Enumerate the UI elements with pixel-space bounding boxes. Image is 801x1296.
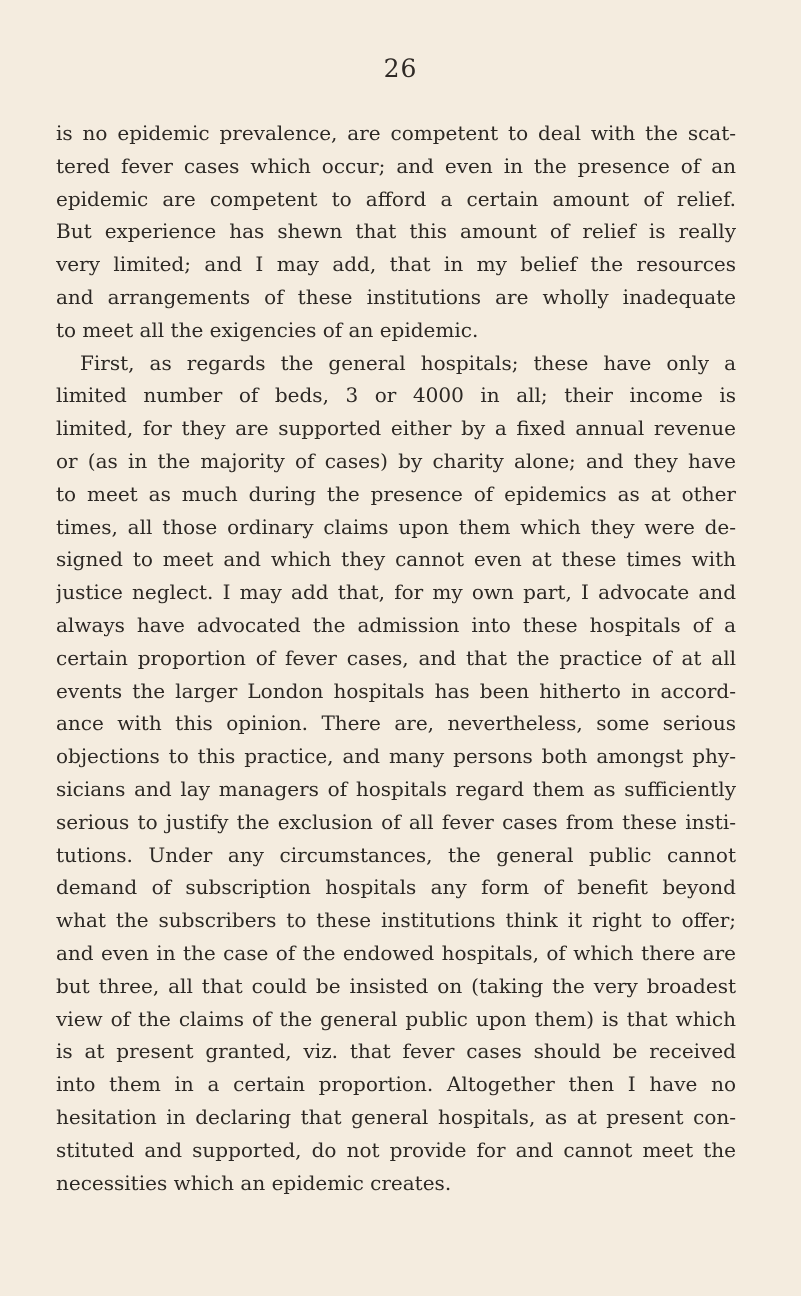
text-line: what the subscribers to these institutions think it right to offer; (56, 908, 736, 933)
text-line: but three, all that could be insisted on (taking the very broadest (56, 973, 736, 998)
text-line: and even in the case of the endowed hospitals, of which there are (56, 940, 736, 965)
text-line: times, all those ordinary claims upon them which they were de- (56, 514, 736, 539)
text-line: serious to justify the exclusion of all fever cases from these insti- (56, 809, 736, 834)
text-line: ance with this opinion. There are, nevertheless, some serious (56, 711, 736, 736)
text-line: tutions. Under any circumstances, the general public cannot (56, 842, 736, 867)
text-line: into them in a certain proportion. Altogether then I have no (56, 1072, 736, 1097)
text-line: to meet as much during the presence of epidemics as at other (56, 481, 736, 506)
text-line: justice neglect. I may add that, for my own part, I advocate and (56, 580, 736, 605)
body-text (56, 117, 736, 1199)
text-line: events the larger London hospitals has been hitherto in accord- (56, 678, 736, 703)
text-line: limited, for they are supported either by a fixed annual revenue (56, 416, 736, 441)
text-line: very limited; and I may add, that in my belief the resources (56, 252, 736, 277)
text-line: limited number of beds, 3 or 4000 in all; their income is (56, 383, 736, 408)
text-line: But experience has shewn that this amount of relief is really (56, 219, 736, 244)
text-line: certain proportion of fever cases, and that the practice of at all (56, 645, 736, 670)
text-line: or (as in the majority of cases) by charity alone; and they have (56, 448, 736, 473)
text-line: is no epidemic prevalence, are competent to deal with the scat- (56, 121, 736, 145)
text-line: and arrangements of these institutions are wholly inadequate (56, 284, 736, 309)
text-line: signed to meet and which they cannot even at these times with (56, 547, 736, 572)
text-line: is at present granted, viz. that fever cases should be received (56, 1039, 736, 1064)
text-line: epidemic are competent to afford a certain amount of relief. (56, 186, 736, 211)
paragraph-start-line: First, as regards the general hospitals; these have only a (80, 350, 736, 375)
text-line: tered fever cases which occur; and even in the presence of an (56, 153, 736, 178)
text-line: always have advocated the admission into these hospitals of a (56, 612, 736, 637)
text-line: objections to this practice, and many persons both amongst phy- (56, 744, 736, 769)
text-line: stituted and supported, do not provide for and cannot meet the (56, 1137, 736, 1162)
text-line: demand of subscription hospitals any form of benefit beyond (56, 875, 736, 900)
text-line: sicians and lay managers of hospitals regard them as sufficiently (56, 776, 736, 801)
page-number: 26 (383, 54, 418, 83)
text-line: necessities which an epidemic creates. (56, 1170, 452, 1195)
text-line: to meet all the exigencies of an epidemic. (56, 317, 479, 342)
text-line: hesitation in declaring that general hospitals, as at present con- (56, 1104, 736, 1129)
text-line: view of the claims of the general public upon them) is that which (56, 1006, 736, 1031)
